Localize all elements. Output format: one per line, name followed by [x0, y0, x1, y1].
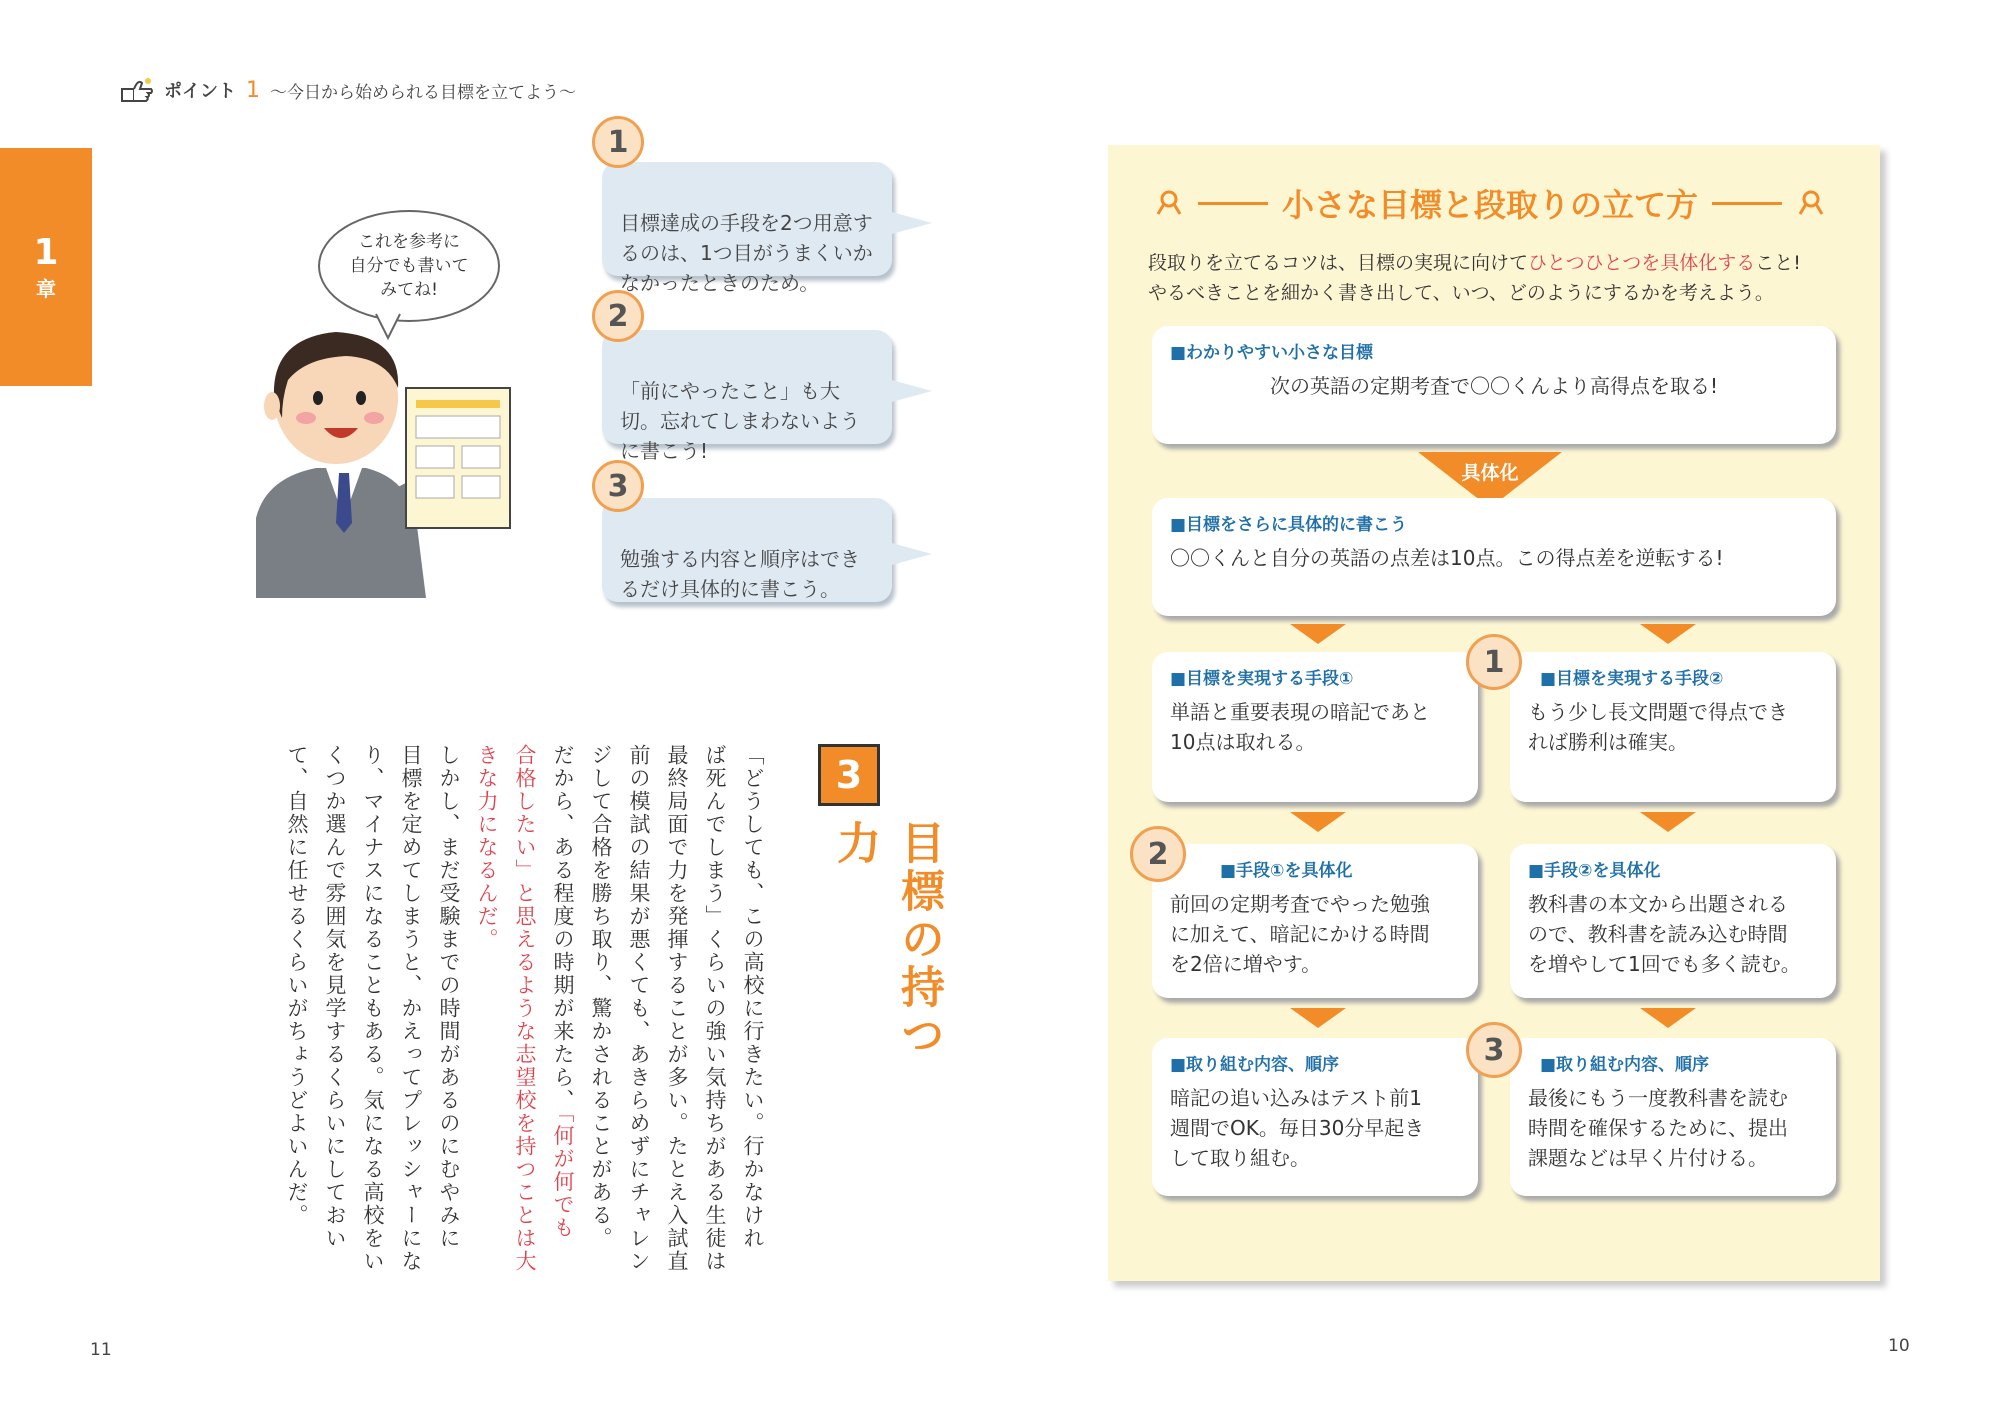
down-arrow-2a	[1290, 812, 1346, 832]
order-1-label: ■取り組む内容、順序	[1170, 1055, 1340, 1075]
means-1-card	[1152, 652, 1478, 802]
title-rule-right	[1712, 202, 1782, 205]
body-line-8: きな力になるんだ。	[475, 744, 499, 951]
detail-1-label: ■手段①を具体化	[1220, 861, 1353, 881]
note-2-text: 「前にやったこと」も大 切。忘れてしまわないよう に書こう!	[620, 379, 860, 463]
detail-2-card	[1510, 844, 1836, 998]
down-arrow-3b	[1640, 1008, 1696, 1028]
ribbon-right-icon	[1796, 190, 1826, 216]
order-1-text: 暗記の追い込みはテスト前1 週間でOK。毎日30分早起き して取り組む。	[1170, 1086, 1425, 1170]
chapter-tab	[0, 148, 92, 386]
means-2-text: もう少し長文問題で得点でき れば勝利は確実。	[1528, 700, 1788, 754]
body-line-6b: 「何が何でも	[551, 1112, 575, 1240]
down-arrow-2b	[1640, 812, 1696, 832]
body-line-12: くつか選んで雰囲気を見学するくらいにしておい	[323, 744, 347, 1250]
intro-red: ひとつひとつを具体化する	[1528, 252, 1756, 274]
order-2-label: ■取り組む内容、順序	[1540, 1055, 1710, 1075]
pointing-hand-icon	[120, 75, 154, 105]
body-line-2: ば死んでしまう」くらいの強い気持ちがある生徒は	[703, 744, 727, 1273]
body-line-1: 「どうしても、この高校に行きたい。行かなけれ	[741, 744, 765, 1250]
down-arrow-1b	[1640, 624, 1696, 644]
note-1-text: 目標達成の手段を2つ用意す るのは、1つ目がうまくいか なかったときのため。	[620, 211, 873, 295]
thought-bubble-tail	[372, 312, 412, 342]
concretize-label: 具体化	[1461, 462, 1519, 484]
detail-1-card	[1152, 844, 1478, 998]
section-number: 3	[818, 744, 880, 806]
body-line-6a: だから、ある程度の時期が来たら、	[551, 744, 575, 1112]
note-1-badge: 1	[592, 116, 644, 168]
order-2-text: 最後にもう一度教科書を読む 時間を確保するために、提出 課題などは早く片付ける。	[1528, 1086, 1788, 1170]
goal-text: 次の英語の定期考査で〇〇くんより高得点を取る!	[1269, 374, 1719, 398]
step-badge-2: 2	[1130, 826, 1186, 882]
order-1-card	[1152, 1038, 1478, 1196]
page-number-left: 11	[90, 1340, 112, 1360]
detail-1-text: 前回の定期考査でやった勉強 に加えて、暗記にかける時間 を2倍に増やす。	[1170, 892, 1430, 976]
thought-bubble: これを参考に 自分でも書いて みてね!	[318, 210, 500, 322]
order-2-card	[1510, 1038, 1836, 1196]
body-line-11: り、マイナスになることもある。気になる高校をい	[361, 744, 385, 1273]
concrete-goal-card	[1152, 498, 1836, 616]
section-body	[278, 744, 772, 1284]
step-badge-3: 3	[1466, 1022, 1522, 1078]
step-badge-1: 1	[1466, 634, 1522, 690]
header-subtitle: ～今日から始められる目標を立てよう～	[270, 82, 576, 103]
body-line-10: 目標を定めてしまうと、かえってプレッシャーにな	[399, 744, 423, 1273]
note-3-text: 勉強する内容と順序はでき るだけ具体的に書こう。	[620, 547, 860, 601]
chapter-label: 章	[36, 277, 56, 301]
point-number: 1	[246, 77, 260, 103]
panel-intro	[1148, 248, 1848, 308]
note-2-badge: 2	[592, 290, 644, 342]
concrete-label: ■目標をさらに具体的に書こう	[1170, 515, 1408, 535]
means-1-text: 単語と重要表現の暗記であと 10点は取れる。	[1170, 700, 1430, 754]
body-line-5: ジして合格を勝ち取り、驚かされることがある。	[589, 744, 613, 1250]
body-line-4: 前の模試の結果が悪くても、あきらめずにチャレン	[627, 744, 651, 1273]
teacher-illustration	[226, 318, 526, 598]
means-2-label: ■目標を実現する手段②	[1540, 669, 1724, 689]
body-line-7: 合格したい」と思えるような志望校を持つことは大	[513, 744, 537, 1273]
note-2	[602, 330, 892, 463]
title-rule-left	[1198, 202, 1268, 205]
intro-line-2: やるべきことを細かく書き出して、いつ、どのようにするかを考えよう。	[1148, 282, 1774, 304]
concrete-text: 〇〇くんと自分の英語の点差は10点。この得点差を逆転する!	[1170, 546, 1724, 570]
ribbon-left-icon	[1154, 190, 1184, 216]
goal-label: ■わかりやすい小さな目標	[1170, 343, 1374, 363]
note-3	[602, 498, 892, 602]
panel-title-row	[1140, 180, 1840, 226]
detail-2-label: ■手段②を具体化	[1528, 861, 1661, 881]
body-line-13: て、自然に任せるくらいがちょうどよいんだ。	[285, 744, 309, 1227]
detail-2-text: 教科書の本文から出題される ので、教科書を読み込む時間 を増やして1回でも多く読む。	[1528, 892, 1801, 976]
section-title: 目標の持つ力	[829, 820, 944, 1060]
goal-card	[1152, 326, 1836, 444]
body-line-9: しかし、まだ受験までの時間があるのにむやみに	[437, 744, 461, 1250]
down-arrow-1a	[1290, 624, 1346, 644]
page-number-right: 10	[1888, 1336, 1910, 1356]
means-1-label: ■目標を実現する手段①	[1170, 669, 1354, 689]
body-line-6	[544, 744, 582, 1284]
note-1	[602, 162, 892, 295]
intro-a: 段取りを立てるコツは、目標の実現に向けて	[1148, 252, 1529, 274]
panel-title: 小さな目標と段取りの立て方	[1281, 186, 1698, 224]
means-2-card	[1510, 652, 1836, 802]
body-line-3: 最終局面で力を発揮することが多い。たとえ入試直	[665, 744, 689, 1273]
point-label: ポイント	[164, 81, 236, 102]
chapter-number: 1	[33, 232, 59, 273]
note-3-badge: 3	[592, 460, 644, 512]
down-arrow-3a	[1290, 1008, 1346, 1028]
page-header	[120, 70, 576, 110]
intro-b: こと!	[1755, 252, 1801, 274]
